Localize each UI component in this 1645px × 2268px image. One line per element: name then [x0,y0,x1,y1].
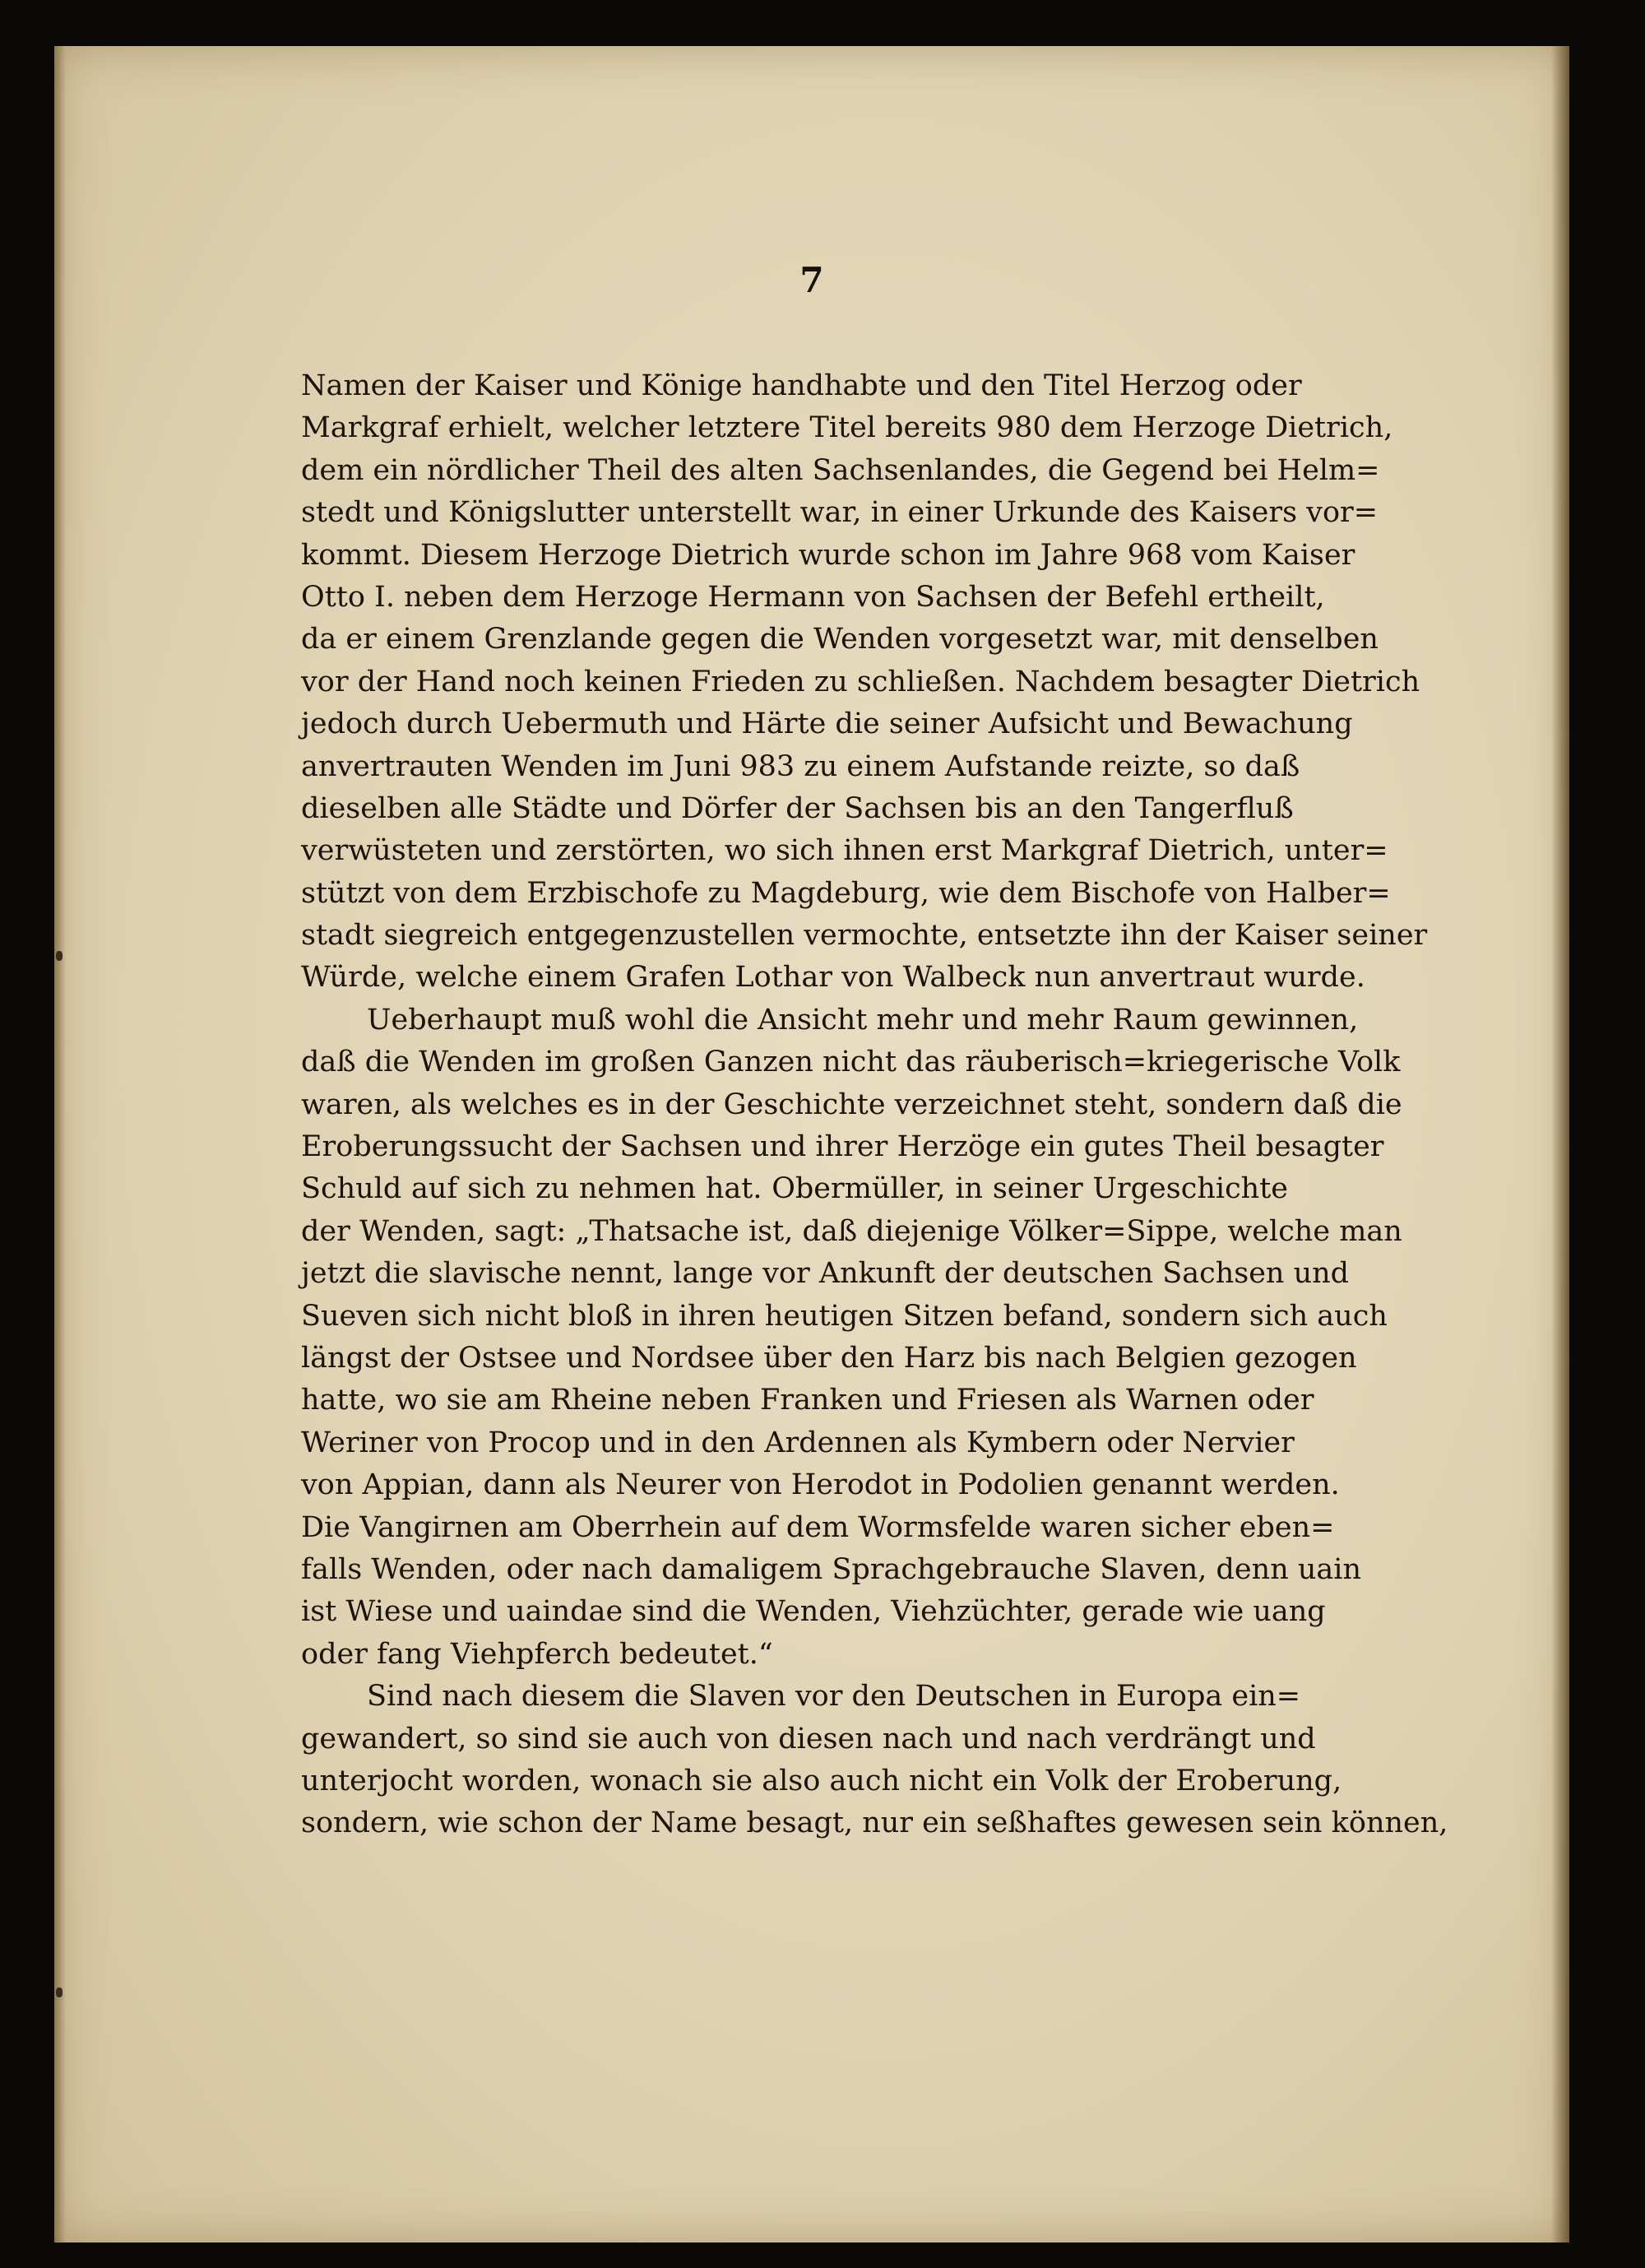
text-line: gewandert, so sind sie auch von diesen nach und nach verdrängt und [301,1722,1316,1755]
text-line: Markgraf erhielt, welcher letztere Titel bereits 980 dem Herzoge Dietrich, [301,411,1393,445]
text-line: längst der Ostsee und Nordsee über den Harz bis nach Belgien gezogen [301,1341,1357,1375]
text-line: dem ein nördlicher Theil des alten Sachsenlandes, die Gegend bei Helm= [301,453,1380,487]
text-line: stützt von dem Erzbischofe zu Magdeburg, wie dem Bischofe von Halber= [301,876,1391,910]
text-line: Namen der Kaiser und Könige handhabte und den Titel Herzog oder [301,369,1302,402]
page-number: 7 [799,260,824,300]
text-line: der Wenden, sagt: „Thatsache ist, daß diejenige Völker=Sippe, welche man [301,1214,1402,1248]
paragraph [301,999,1402,1676]
binding-hole [56,951,63,961]
text-line: Eroberungssucht der Sachsen und ihrer Herzöge ein gutes Theil besagter [301,1130,1384,1164]
text-line: Schuld auf sich zu nehmen hat. Obermüller, in seiner Urgeschichte [301,1172,1288,1206]
body-text [301,365,1448,1845]
text-line: Ueberhaupt muß wohl die Ansicht mehr und mehr Raum gewinnen, [367,1003,1359,1037]
text-line: Die Vangirnen am Oberrhein auf dem Wormsfelde waren sicher eben= [301,1510,1335,1544]
page-edge-shadow [1551,46,1569,2242]
text-line: falls Wenden, oder nach damaligem Sprachgebrauche Slaven, denn uain [301,1552,1362,1586]
book-page [54,46,1569,2242]
text-line: kommt. Diesem Herzoge Dietrich wurde schon im Jahre 968 vom Kaiser [301,538,1355,572]
text-line: von Appian, dann als Neurer von Herodot in Podolien genannt werden. [301,1468,1340,1502]
binding-hole [56,1987,63,1997]
binding-holes [54,46,71,2242]
text-line: ist Wiese und uaindae sind die Wenden, Viehzüchter, gerade wie uang [301,1595,1326,1629]
text-line: jedoch durch Uebermuth und Härte die seiner Aufsicht und Bewachung [301,707,1353,741]
text-line: stedt und Königslutter unterstellt war, in einer Urkunde des Kaisers vor= [301,496,1379,530]
text-line: unterjocht worden, wonach sie also auch nicht ein Volk der Eroberung, [301,1764,1342,1797]
text-line: sondern, wie schon der Name besagt, nur ein seßhaftes gewesen sein können, [301,1807,1448,1840]
text-line: dieselben alle Städte und Dörfer der Sachsen bis an den Tangerfluß [301,791,1294,825]
text-line: verwüsteten und zerstörten, wo sich ihnen erst Markgraf Dietrich, unter= [301,834,1388,868]
text-line: stadt siegreich entgegenzustellen vermochte, entsetzte ihn der Kaiser seiner [301,919,1428,953]
text-line: hatte, wo sie am Rheine neben Franken und Friesen als Warnen oder [301,1384,1314,1417]
text-line: daß die Wenden im großen Ganzen nicht das räuberisch=kriegerische Volk [301,1046,1401,1079]
text-line: Weriner von Procop und in den Ardennen als Kymbern oder Nervier [301,1426,1295,1459]
paragraph [301,1676,1448,1845]
text-line: Würde, welche einem Grafen Lothar von Walbeck nun anvertraut wurde. [301,961,1365,995]
paragraph [301,365,1428,999]
text-line: Sind nach diesem die Slaven vor den Deutschen in Europa ein= [367,1680,1301,1714]
text-line: jetzt die slavische nennt, lange vor Ankunft der deutschen Sachsen und [301,1257,1350,1291]
text-line: Otto I. neben dem Herzoge Hermann von Sachsen der Befehl ertheilt, [301,580,1325,614]
text-line: waren, als welches es in der Geschichte verzeichnet steht, sondern daß die [301,1088,1402,1121]
text-line: Sueven sich nicht bloß in ihren heutigen Sitzen befand, sondern sich auch [301,1299,1388,1333]
text-line: anvertrauten Wenden im Juni 983 zu einem Aufstande reizte, so daß [301,749,1300,783]
text-line: da er einem Grenzlande gegen die Wenden vorgesetzt war, mit denselben [301,623,1379,656]
text-line: vor der Hand noch keinen Frieden zu schließen. Nachdem besagter Dietrich [301,665,1420,698]
text-line: oder fang Viehpferch bedeutet.“ [301,1637,773,1671]
